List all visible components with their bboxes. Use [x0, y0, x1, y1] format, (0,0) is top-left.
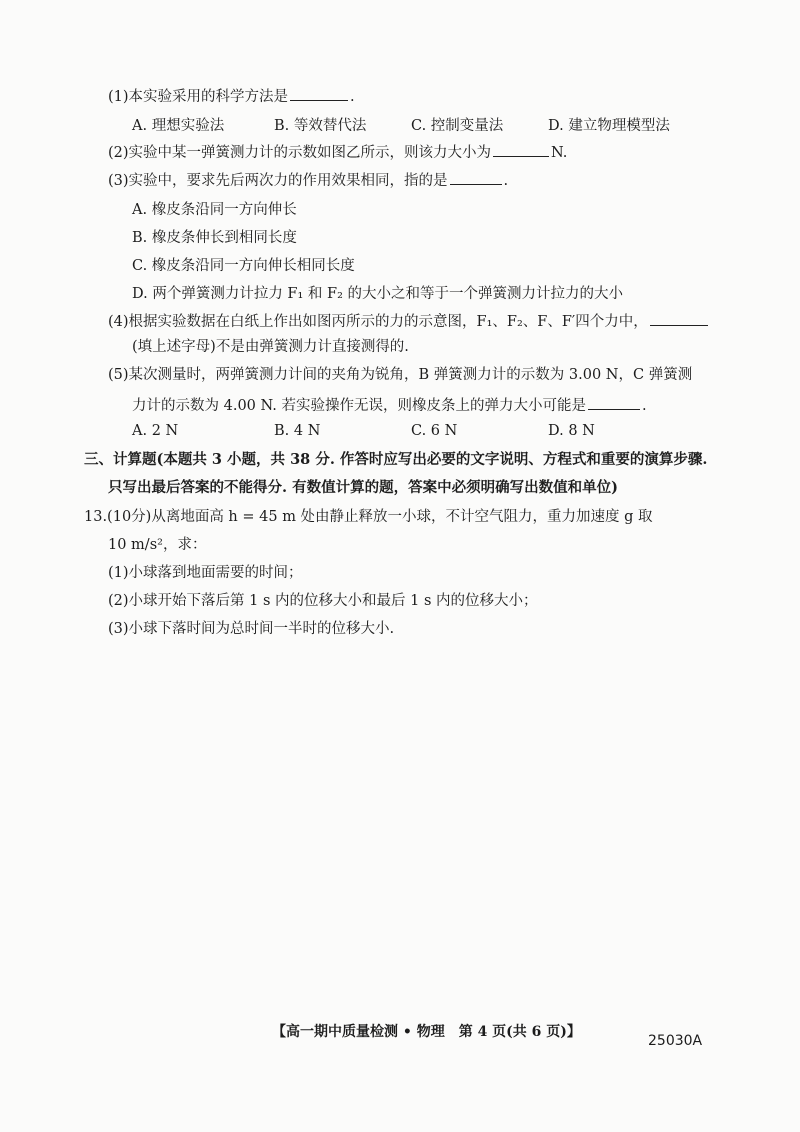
- q13-sub3: (3)小球下落时间为总时间一半时的位移大小.: [108, 621, 395, 637]
- q3-answer-blank: [450, 170, 502, 185]
- q1-end: .: [350, 89, 355, 105]
- q3-option-b: B. 橡皮条伸长到相同长度: [132, 230, 297, 246]
- q5-option-c: C. 6 N: [411, 423, 458, 439]
- q3-stem: [108, 170, 508, 190]
- section3-instructions: 只写出最后答案的不能得分. 有数值计算的题，答案中必须明确写出数值和单位): [108, 479, 618, 496]
- q5-option-a: A. 2 N: [132, 423, 179, 439]
- q1-option-a: A. 理想实验法: [132, 118, 225, 134]
- q1-option-d: D. 建立物理模型法: [548, 118, 670, 134]
- q3-option-a: A. 橡皮条沿同一方向伸长: [132, 202, 297, 218]
- q13-sub1: (1)小球落到地面需要的时间；: [108, 565, 303, 581]
- q2-stem: [108, 142, 567, 162]
- q3-option-c: C. 橡皮条沿同一方向伸长相同长度: [132, 258, 355, 274]
- q4-answer-blank: [650, 311, 708, 326]
- q1-stem-text: (1)本实验采用的科学方法是: [108, 89, 289, 105]
- q3-option-d: D. 两个弹簧测力计拉力 F₁ 和 F₂ 的大小之和等于一个弹簧测力计拉力的大小: [132, 286, 624, 302]
- q13-stem-cont: 10 m/s²，求：: [108, 537, 207, 553]
- q5-answer-blank: [588, 395, 640, 410]
- q2-end: N.: [551, 145, 568, 161]
- page-footer: 【高一期中质量检测 • 物理 第 4 页(共 6 页)】: [272, 1024, 581, 1040]
- q5-option-d: D. 8 N: [548, 423, 595, 439]
- section3-heading: 三、计算题(本题共 3 小题，共 38 分. 作答时应写出必要的文字说明、方程式和重要的演算步骤.: [84, 451, 708, 468]
- q5-line2: [132, 395, 647, 415]
- q13-sub2: (2)小球开始下落后第 1 s 内的位移大小和最后 1 s 内的位移大小；: [108, 593, 538, 609]
- q13-stem: 13.(10分)从离地面高 h = 45 m 处由静止释放一小球，不计空气阻力，重力加速度 g 取: [84, 509, 653, 525]
- q1-option-c: C. 控制变量法: [411, 118, 504, 134]
- q4-line1-text: (4)根据实验数据在白纸上作出如图丙所示的力的示意图，F₁、F₂、F、F′四个力中，: [108, 314, 648, 330]
- q3-end: .: [503, 173, 509, 189]
- q5-line2-text: 力计的示数为 4.00 N. 若实验操作无误，则橡皮条上的弹力大小可能是: [132, 398, 586, 414]
- q2-stem-text: (2)实验中某一弹簧测力计的示数如图乙所示，则该力大小为: [108, 145, 492, 161]
- q5-end: .: [641, 398, 647, 414]
- q4-line1: [108, 311, 710, 331]
- q4-line2: (填上述字母)不是由弹簧测力计直接测得的.: [132, 339, 409, 355]
- paper-code: 25030A: [648, 1033, 703, 1049]
- q5-line1: (5)某次测量时，两弹簧测力计间的夹角为锐角，B 弹簧测力计的示数为 3.00 N，C 弹簧测: [108, 367, 693, 383]
- q1-stem: [108, 86, 355, 106]
- q3-stem-text: (3)实验中，要求先后两次力的作用效果相同，指的是: [108, 173, 448, 189]
- q1-answer-blank: [290, 86, 348, 101]
- q5-option-b: B. 4 N: [274, 423, 321, 439]
- q1-option-b: B. 等效替代法: [274, 118, 367, 134]
- q2-answer-blank: [493, 142, 549, 157]
